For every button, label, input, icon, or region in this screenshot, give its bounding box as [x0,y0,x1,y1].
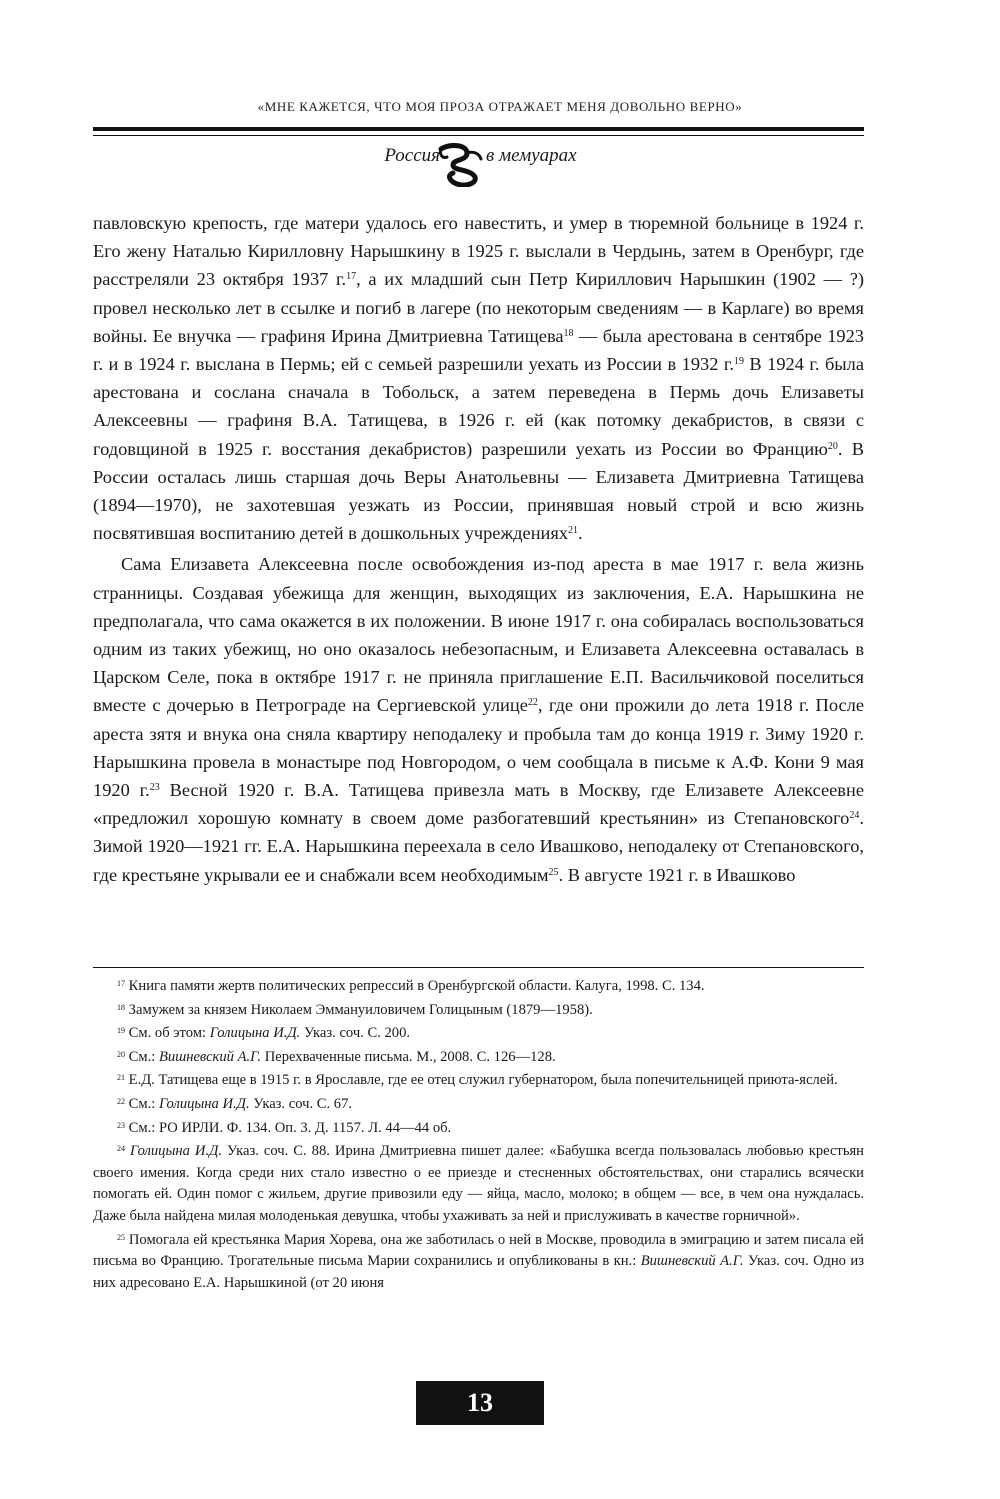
text-run: Весной 1920 г. В.А. Татищева привезла мать в Москву, где Елизавете Алексеевне «предложил хорошую комнату в своем доме разбогатевший крестьянин» из Степановского [93,780,864,829]
footnote-22: $^{22}$ См.: Голицына И.Д. Указ. соч. С. 67. [117,1095,353,1112]
text-run: . [578,523,583,544]
text-run: павловскую крепость, где матери удалось его навестить, и умер в тюремной больнице в 1924 г. Его жену Наталью Кирилловну Нарышкину в 1925 г. выслали в Чердынь, затем в Оренбург, где расстреляли 23 октября 1937 г. [93,213,864,290]
footnote-21: $^{21}$ Е.Д. Татищева еще в 1915 г. в Ярославле, где ее отец служил губернатором, была попечительницей приюта-яслей. [117,1072,838,1089]
text-run: . В России осталась лишь старшая дочь Веры Анатольевны — Елизавета Дмитриевна Татищева (1894—1970), не захотевшая уезжать из России, принявшая новый строй и всю жизнь посвятившая воспитанию детей в дошкольных учреждениях [93,438,864,544]
footnote-ref: 19 [733,356,744,368]
text-run: В 1924 г. была арестована и сослана сначала в Тобольск, а затем переведена в Пермь дочь Елизаветы Алексеевны — графиня В.А. Татищева, в 1926 г. ей (как потомку декабристов, в связи с годовщиной в 1925 г. восстания декабристов) разрешили уехать из России во Францию [93,354,865,459]
footnote-ref: 24 [849,810,860,822]
paragraph-2 [93,550,864,888]
body-text [93,209,864,889]
paragraph-1 [93,209,864,547]
footnote-ref: 18 [563,327,574,339]
text-run: , где они прожили до лета 1918 г. После ареста зятя и внука она сняла квартиру неподалеку и пробыла там до конца 1919 г. Зиму 1920 г. Нарышкина провела в монастыре под Новгородом, о чем сообщала в письме к А.Ф. Кони 9 мая 1920 г. [93,695,864,801]
text-run: , а их младший сын Петр Кириллович Нарышкин (1902 — ?) провел несколько лет в ссылке и погиб в лагере (по некоторым сведениям — в Карлаге) во время войны. Ее внучка — графиня Ирина Дмитриевна Татищева [93,269,864,346]
text-run: Сама Елизавета Алексеевна после освобождения из-под ареста в мае 1917 г. вела жизнь странницы. Создавая убежища для женщин, выходящих из заключения, Е.А. Нарышкина не предполагала, что сама окажется в их положении. В июне 1917 г. она собиралась воспользоваться одним из таких убежищ, но оно оказалось небезопасным, и Елизавета Алексеевна оставалась в Царском Селе, пока в октябре 1917 г. не приняла приглашение Е.П. Васильчиковой поселиться вместе с дочерью в Петрограде на Сергиевской улице [93,554,864,716]
text-run: — была арестована в сентябре 1923 г. и в 1924 г. выслана в Пермь; ей с семьей разрешили уехать из России в 1932 г. [93,325,865,375]
footnote-24: $^{24}$ Голицына И.Д. Указ. соч. С. 88. Ирина Дмитриевна пишет далее: «Бабушка всегда пользовалась любовью крестьян своего имения. Когда среди них стало известно о ее приезде и стесненных обстоятельствах, они старались всячески помогать ей. Один помог с жильем, другие привозили еду — яйца, масло, молоко; в общем — все, в чем она нуждалась. Даже была найдена милая молоденькая девушка, чтобы ухаживать за ней и прислуживать в качестве горничной». [93,1143,864,1224]
footnote-ref: 25 [548,866,559,878]
page-number: 13 [416,1381,544,1425]
footnote-ref: 23 [149,782,160,794]
text-run: . В августе 1921 г. в Ивашково [558,864,796,885]
ornament-icon [437,143,483,187]
text-run: . Зимой 1920—1921 гг. Е.А. Нарышкина переехала в село Ивашково, неподалеку от Степановского, где крестьяне укрывали ее и снабжали всем необходимым [93,808,864,885]
series-title-left: Россия [384,145,440,166]
header-rule-thick [93,127,864,131]
footnote-23: $^{23}$ См.: РО ИРЛИ. Ф. 134. Оп. 3. Д. 1157. Л. 44—44 об. [117,1119,452,1136]
running-title: «МНЕ КАЖЕТСЯ, ЧТО МОЯ ПРОЗА ОТРАЖАЕТ МЕНЯ ДОВОЛЬНО ВЕРНО» [257,99,743,114]
footnote-rule [93,967,864,968]
footnote-ref: 21 [568,525,579,537]
series-title [0,143,1000,187]
footnote-19: $^{19}$ См. об этом: Голицына И.Д. Указ. соч. С. 200. [117,1025,411,1042]
footnote-18: $^{18}$ Замужем за князем Николаем Эммануиловичем Голицыным (1879—1958). [117,1001,593,1018]
footnote-25: $^{25}$ Помогала ей крестьянка Мария Хорева, она же заботилась о ней в Москве, проводила в эмиграцию и затем писала ей письма во Францию. Трогательные письма Марии сохранились и опубликованы в кн.: Вишневский А.Г. Указ. соч. Одно из них адресовано Е.А. Нарышкиной (от 20 июня [93,1231,864,1291]
footnote-17: $^{17}$ Книга памяти жертв политических репрессий в Оренбургской области. Калуга, 1998. С. 134. [117,978,705,994]
footnotes [93,976,864,1296]
footnote-ref: 20 [827,440,838,452]
header-rule-thin [93,135,864,136]
series-title-right: в мемуарах [486,145,577,166]
footnote-ref: 22 [527,697,538,709]
footnote-20: $^{20}$ См.: Вишневский А.Г. Перехваченные письма. М., 2008. С. 126—128. [117,1048,556,1065]
footnote-ref: 17 [346,271,357,283]
